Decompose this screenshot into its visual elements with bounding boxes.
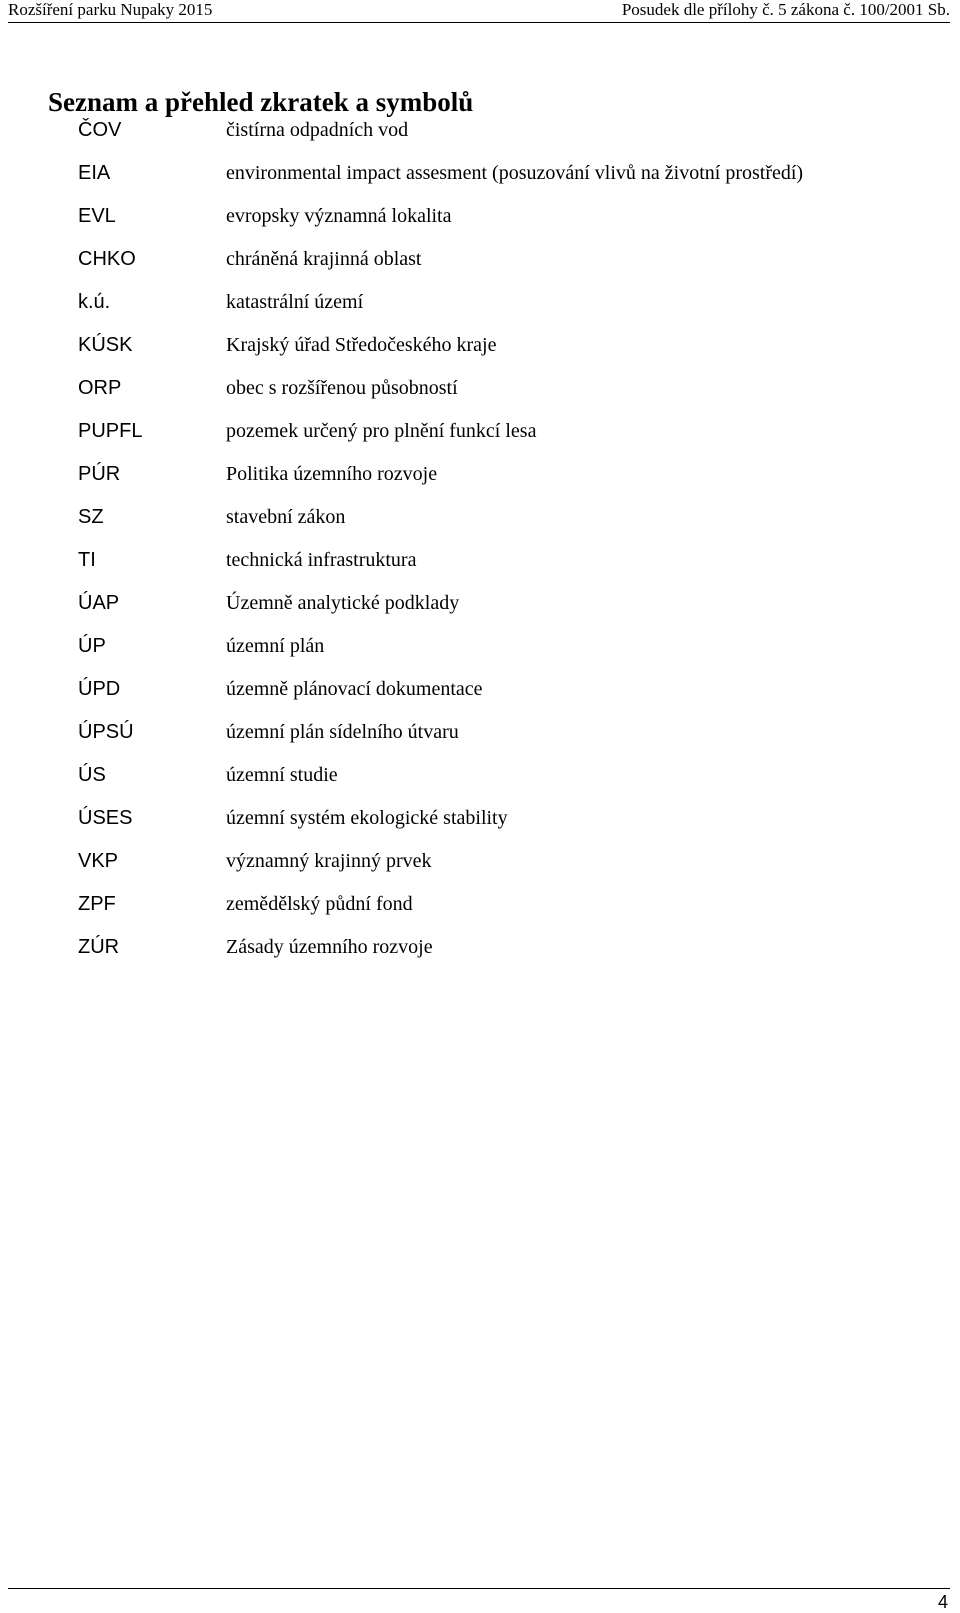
page-header	[8, 0, 950, 22]
abbreviation-term: ORP	[78, 377, 122, 399]
abbreviation-term: TI	[78, 549, 96, 571]
abbreviation-row	[78, 934, 938, 977]
abbreviation-term: ÚSES	[78, 807, 133, 829]
abbreviation-term: ÚPSÚ	[78, 721, 134, 743]
abbreviation-row	[78, 848, 938, 891]
abbreviation-row	[78, 375, 938, 418]
header-divider	[8, 22, 950, 23]
abbreviation-row	[78, 418, 938, 461]
abbreviation-row	[78, 461, 938, 504]
abbreviation-term: ÚP	[78, 635, 106, 657]
abbreviation-meaning: Územně analytické podklady	[226, 592, 460, 614]
abbreviation-list	[78, 117, 938, 977]
abbreviation-row	[78, 891, 938, 934]
abbreviation-meaning: obec s rozšířenou působností	[226, 377, 458, 399]
abbreviation-row	[78, 633, 938, 676]
abbreviation-meaning: územní studie	[226, 764, 338, 786]
header-document-subtitle: Posudek dle přílohy č. 5 zákona č. 100/2001 Sb.	[621, 0, 950, 19]
abbreviation-row	[78, 504, 938, 547]
abbreviation-row	[78, 246, 938, 289]
abbreviation-meaning: katastrální území	[226, 291, 364, 313]
abbreviation-row	[78, 590, 938, 633]
abbreviation-term: EVL	[78, 205, 116, 227]
abbreviation-row	[78, 332, 938, 375]
abbreviation-term: PÚR	[78, 463, 121, 485]
abbreviation-row	[78, 160, 938, 203]
abbreviation-term: KÚSK	[78, 334, 133, 356]
abbreviation-term: ZPF	[78, 893, 116, 915]
abbreviation-term: SZ	[78, 506, 104, 528]
abbreviation-meaning: územně plánovací dokumentace	[226, 678, 483, 700]
abbreviation-meaning: pozemek určený pro plnění funkcí lesa	[226, 420, 537, 442]
header-document-title: Rozšíření parku Nupaky 2015	[8, 0, 213, 19]
abbreviation-term: k.ú.	[78, 291, 111, 313]
abbreviation-term: EIA	[78, 162, 111, 184]
abbreviation-term: ÚPD	[78, 678, 121, 700]
abbreviation-term: PUPFL	[78, 420, 143, 442]
abbreviation-meaning: územní plán	[226, 635, 325, 657]
abbreviation-term: CHKO	[78, 248, 136, 270]
abbreviation-row	[78, 805, 938, 848]
abbreviation-term: ÚAP	[78, 592, 120, 614]
abbreviation-meaning: stavební zákon	[226, 506, 346, 528]
abbreviation-row	[78, 762, 938, 805]
abbreviation-meaning: územní systém ekologické stability	[226, 807, 508, 829]
abbreviation-meaning: Politika územního rozvoje	[226, 463, 438, 485]
page-title: Seznam a přehled zkratek a symbolů	[48, 87, 474, 118]
abbreviation-row	[78, 203, 938, 246]
abbreviation-term: VKP	[78, 850, 119, 872]
abbreviation-meaning: čistírna odpadních vod	[226, 119, 409, 141]
abbreviation-meaning: Krajský úřad Středočeského kraje	[226, 334, 497, 356]
abbreviation-row	[78, 676, 938, 719]
abbreviation-meaning: environmental impact assesment (posuzování vlivů na životní prostředí)	[226, 162, 804, 184]
abbreviation-meaning: chráněná krajinná oblast	[226, 248, 422, 270]
footer-divider	[8, 1588, 950, 1589]
abbreviation-meaning: územní plán sídelního útvaru	[226, 721, 459, 743]
abbreviation-meaning: významný krajinný prvek	[226, 850, 432, 872]
abbreviation-row	[78, 719, 938, 762]
abbreviation-row	[78, 547, 938, 590]
abbreviation-meaning: technická infrastruktura	[226, 549, 417, 571]
abbreviation-term: ČOV	[78, 119, 122, 141]
abbreviation-term: ÚS	[78, 764, 106, 786]
abbreviation-meaning: evropsky významná lokalita	[226, 205, 452, 227]
abbreviation-row	[78, 117, 938, 160]
abbreviation-meaning: zemědělský půdní fond	[226, 893, 413, 915]
abbreviation-meaning: Zásady územního rozvoje	[226, 936, 433, 958]
abbreviation-term: ZÚR	[78, 936, 120, 958]
page-number: 4	[937, 1592, 948, 1612]
abbreviation-row	[78, 289, 938, 332]
